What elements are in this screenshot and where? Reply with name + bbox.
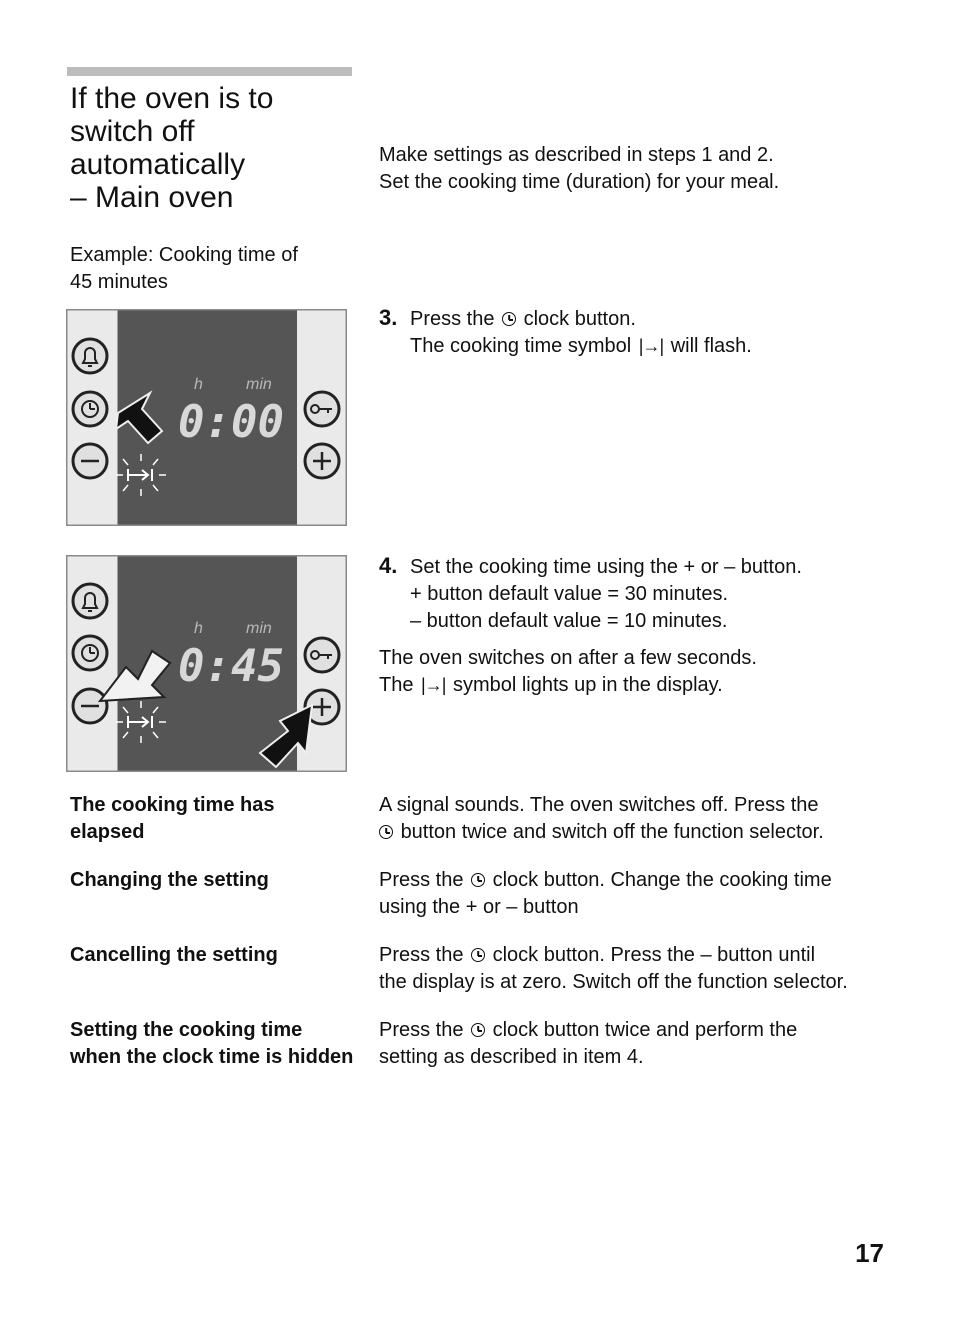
minutes-label: min xyxy=(246,620,272,637)
clock-icon xyxy=(73,392,107,426)
section-text-part: button twice and switch off the function selector. xyxy=(400,821,824,843)
minus-icon xyxy=(73,444,107,478)
section-text-part: clock button. Press the – button until xyxy=(492,944,816,966)
step4-text xyxy=(410,554,802,635)
minus-icon xyxy=(73,689,107,723)
plus-icon xyxy=(305,444,339,478)
title-line: automatically xyxy=(70,148,246,181)
step4-line: Set the cooking time using the + or – button. xyxy=(410,556,802,578)
section-label-line: The cooking time has xyxy=(70,794,275,816)
page-title xyxy=(70,82,370,214)
section-text xyxy=(379,942,848,996)
section-text-line: the display is at zero. Switch off the function selector. xyxy=(379,971,848,993)
section-label xyxy=(70,867,269,894)
step4-line: – button default value = 10 minutes. xyxy=(410,610,728,632)
bell-icon xyxy=(73,584,107,618)
section-label-line: Setting the cooking time xyxy=(70,1019,303,1041)
section-text-part: clock button. Change the cooking time xyxy=(492,869,832,891)
step4-result-line: The oven switches on after a few seconds. xyxy=(379,647,757,669)
time-display: 0:45 xyxy=(178,641,284,692)
clock-icon xyxy=(471,948,485,962)
oven-control-panel-step4 xyxy=(66,555,347,772)
page-number: 17 xyxy=(855,1238,884,1268)
section-label xyxy=(70,1017,353,1071)
section-text-line: using the + or – button xyxy=(379,896,579,918)
key-icon xyxy=(305,638,339,672)
step3-text-part: Press the xyxy=(410,308,495,330)
cooking-time-symbol-icon: |→| xyxy=(421,675,446,695)
example-line: Example: Cooking time of xyxy=(70,244,298,266)
section-label-line: Cancelling the setting xyxy=(70,944,278,966)
section-text xyxy=(379,867,832,921)
section-text-part: Press the xyxy=(379,1019,464,1041)
title-line: – Main oven xyxy=(70,181,234,214)
step-number: 3. xyxy=(379,305,398,330)
section-text-part: clock button twice and perform the xyxy=(492,1019,798,1041)
clock-icon xyxy=(471,1023,485,1037)
oven-control-panel-step3 xyxy=(66,309,347,526)
step4-result-part: symbol lights up in the display. xyxy=(452,674,723,696)
clock-icon xyxy=(379,825,393,839)
minutes-label: min xyxy=(246,376,272,393)
example-text xyxy=(70,242,298,296)
section-text-line: setting as described in item 4. xyxy=(379,1046,644,1068)
intro-line: Make settings as described in steps 1 and 2. xyxy=(379,144,774,166)
step4-result-text xyxy=(379,645,757,699)
clock-icon xyxy=(502,312,516,326)
section-text xyxy=(379,1017,797,1071)
step3-text-part: The cooking time symbol xyxy=(410,335,632,357)
example-line: 45 minutes xyxy=(70,271,168,293)
hours-label: h xyxy=(194,376,203,393)
section-label-line: elapsed xyxy=(70,821,145,843)
step3-text xyxy=(410,306,752,360)
cooking-time-symbol-icon: |→| xyxy=(638,336,664,356)
hours-label: h xyxy=(194,620,203,637)
section-text-part: Press the xyxy=(379,869,464,891)
intro-text xyxy=(379,142,779,196)
heading-rule xyxy=(67,67,352,76)
section-text xyxy=(379,792,824,846)
key-icon xyxy=(305,392,339,426)
time-display: 0:00 xyxy=(178,397,284,448)
step3-text-part: will flash. xyxy=(670,335,752,357)
section-text-part: Press the xyxy=(379,944,464,966)
bell-icon xyxy=(73,339,107,373)
clock-icon xyxy=(471,873,485,887)
title-line: If the oven is to xyxy=(70,82,274,115)
section-label xyxy=(70,792,274,846)
section-label-line: when the clock time is hidden xyxy=(70,1046,354,1068)
clock-icon xyxy=(73,636,107,670)
intro-line: Set the cooking time (duration) for your meal. xyxy=(379,171,780,193)
step4-line: + button default value = 30 minutes. xyxy=(410,583,728,605)
step4-result-part: The xyxy=(379,674,414,696)
title-line: switch off xyxy=(70,115,195,148)
step3-text-part: clock button. xyxy=(523,308,636,330)
section-text-line: A signal sounds. The oven switches off. Press the xyxy=(379,794,819,816)
section-label-line: Changing the setting xyxy=(70,869,269,891)
step-number: 4. xyxy=(379,553,398,578)
section-label xyxy=(70,942,278,969)
